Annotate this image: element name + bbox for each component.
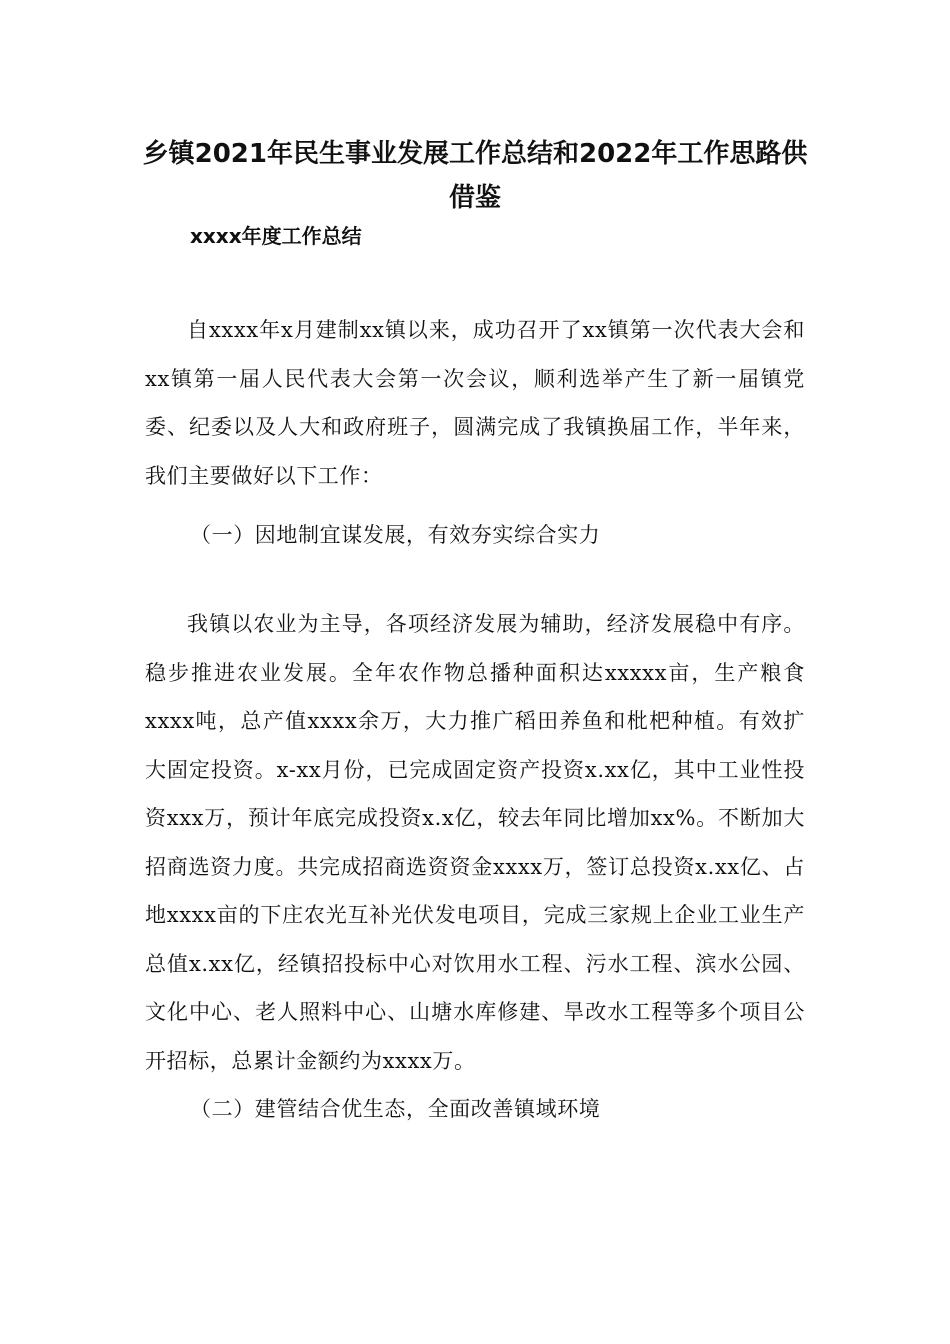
section-heading: xxxx年度工作总结 <box>190 224 362 248</box>
body-paragraph: 自xxxx年x月建制xx镇以来，成功召开了xx镇第一次代表大会和xx镇第一届人民代表大会第一次会议，顺利选举产生了新一届镇党委、纪委以及人大和政府班子，圆满完成了我镇换届工作，半年来，我们主要做好以下工作： <box>145 318 805 488</box>
sub-heading: （一）因地制宜谋发展，有效夯实综合实力 <box>190 523 601 547</box>
sub-heading: （二）建管结合优生态，全面改善镇域环境 <box>190 1097 601 1121</box>
body-paragraph: 我镇以农业为主导，各项经济发展为辅助，经济发展稳中有序。稳步推进农业发展。全年农作物总播种面积达xxxxx亩，生产粮食xxxx吨，总产值xxxx余万，大力推广稻田养鱼和枇杷种植。有效扩大固定投资。x-xx月份，已完成固定资产投资x.xx亿，其中工业性投资xxx万，预计年底完成投资x.x亿，较去年同比增加xx%。不断加大招商选资力度。共完成招商选资资金xxxx万，签订总投资x.xx亿、占地xxxx亩的下庄农光互补光伏发电项目，完成三家规上企业工业生产总值x.xx亿，经镇招投标中心对饮用水工程、污水工程、滨水公园、文化中心、老人照料中心、山塘水库修建、旱改水工程等多个项目公开招标，总累计金额约为xxxx万。 <box>145 612 805 1073</box>
document-title: 乡镇2021年民生事业发展工作总结和2022年工作思路供借鉴 <box>142 139 808 213</box>
